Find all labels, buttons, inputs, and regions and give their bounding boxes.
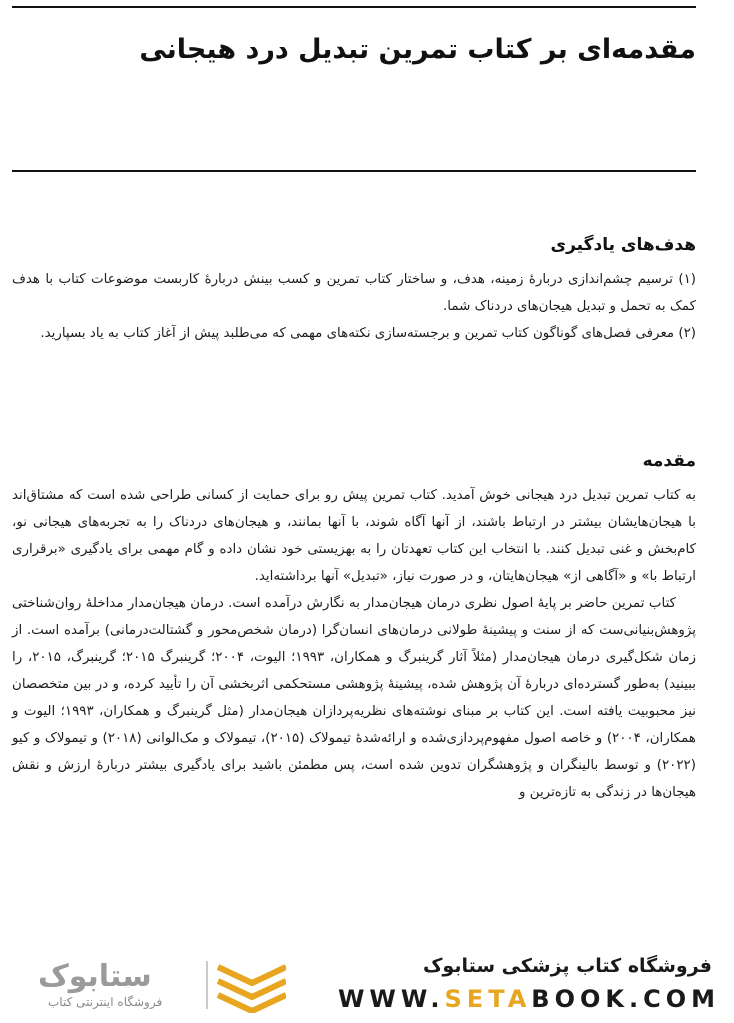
intro-paragraph: کتاب تمرین حاضر بر پایهٔ اصول نظری درمان هیجان‌مدار به نگارش درآمده است. درمان هیجان‌مدار مداخلهٔ روان‌شناختی پژوهش‌بنیانی‌ست که از سنت و پیشینهٔ طولانی درمان‌های انسان‌گرا (درمان شخص‌محور و گشتالت‌درمانی) برآمده است. از زمان شکل‌گیری درمان هیجان‌مدار (مثلاً آثار گرینبرگ و همکاران، ۱۹۹۳؛ الیوت، ۲۰۰۴؛ گرینبرگ ۲۰۱۵؛ گرینبرگ، ۲۰۱۵، را ببینید) به‌طور گسترده‌ای دربارهٔ آن پژوهش شده، پیشینهٔ پژوهشی مستحکمی اثربخشی آن را تأیید کرده، و در بین متخصصان نیز محبوبیت یافته است. این کتاب بر مبنای نوشته‌های نظریه‌پردازان هیجان‌مدار (مثل گرینبرگ و همکاران، ۱۹۹۳؛ الیوت و همکاران، ۲۰۰۴) و خاصه اصول مفهوم‌پردازی‌شده و ارائه‌شدهٔ تیمولاک (۲۰۱۵)، تیمولاک و مک‌الوانی (۲۰۱۸) و تیمولاک و کیو (۲۰۲۲) و توسط بالینگران و پژوهشگران تدوین شده است، پس مطمئن باشید برای یادگیری بیشتر دربارهٔ ارزش و نقش هیجان‌ها در زندگی به تازه‌ترین و bbox=[12, 596, 696, 800]
bottom-fade bbox=[0, 890, 734, 950]
learning-objectives-heading: هدف‌های یادگیری bbox=[550, 235, 696, 255]
logo-wordmark: ستابوک bbox=[38, 959, 152, 994]
setabook-logo bbox=[22, 955, 292, 1015]
logo-tagline: فروشگاه اینترنتی کتاب bbox=[48, 995, 163, 1009]
objective-item: (۱) ترسیم چشم‌اندازی دربارهٔ زمینه، هدف، و ساختار کتاب تمرین و کسب بینش دربارهٔ کاربست موضوعات کتاب با هدف کمک به تحمل و تبدیل هیجان‌های دردناک شما. bbox=[12, 272, 696, 314]
url-part: WWW. bbox=[337, 985, 445, 1013]
objective-item: (۲) معرفی فصل‌های گوناگون کتاب تمرین و برجسته‌سازی نکته‌های مهمی که می‌طلبد پیش از آغاز کتاب به یاد بسپارید. bbox=[40, 326, 696, 341]
intro-paragraph: به کتاب تمرین تبدیل درد هیجانی خوش آمدید. کتاب تمرین پیش رو برای حمایت از کسانی طراحی شده است که مشتاق‌اند با هیجان‌هایشان بیشتر در ارتباط باشند، از آنها آگاه شوند، با آنها بمانند، و هیجان‌های دردناک را به تجربه‌های هیجانی نو، کام‌بخش و غنی تبدیل کنند. با انتخاب این کتاب تعهدتان را به بهزیستی خود نشان داده و گام مهمی برای یادگیری «برقراری ارتباط با» و «آگاهی از» هیجان‌هایتان، و در صورت نیاز، «تبدیل» آنها برداشته‌اید. bbox=[12, 488, 696, 584]
top-rule bbox=[12, 6, 696, 8]
shop-url bbox=[338, 985, 720, 1013]
introduction-section bbox=[12, 448, 696, 806]
url-part-accent: SETA bbox=[444, 985, 532, 1013]
chapter-title: مقدمه‌ای بر کتاب تمرین تبدیل درد هیجانی bbox=[139, 34, 696, 65]
title-rule bbox=[12, 170, 696, 172]
url-part: OOK.COM bbox=[554, 985, 720, 1013]
learning-objectives-section bbox=[12, 232, 696, 347]
book-chevron-icon bbox=[206, 957, 286, 1013]
watermark-footer bbox=[0, 945, 734, 1023]
url-part: B bbox=[531, 985, 555, 1013]
shop-name: فروشگاه کتاب پزشکی ستابوک bbox=[422, 955, 712, 977]
introduction-heading: مقدمه bbox=[642, 451, 696, 471]
